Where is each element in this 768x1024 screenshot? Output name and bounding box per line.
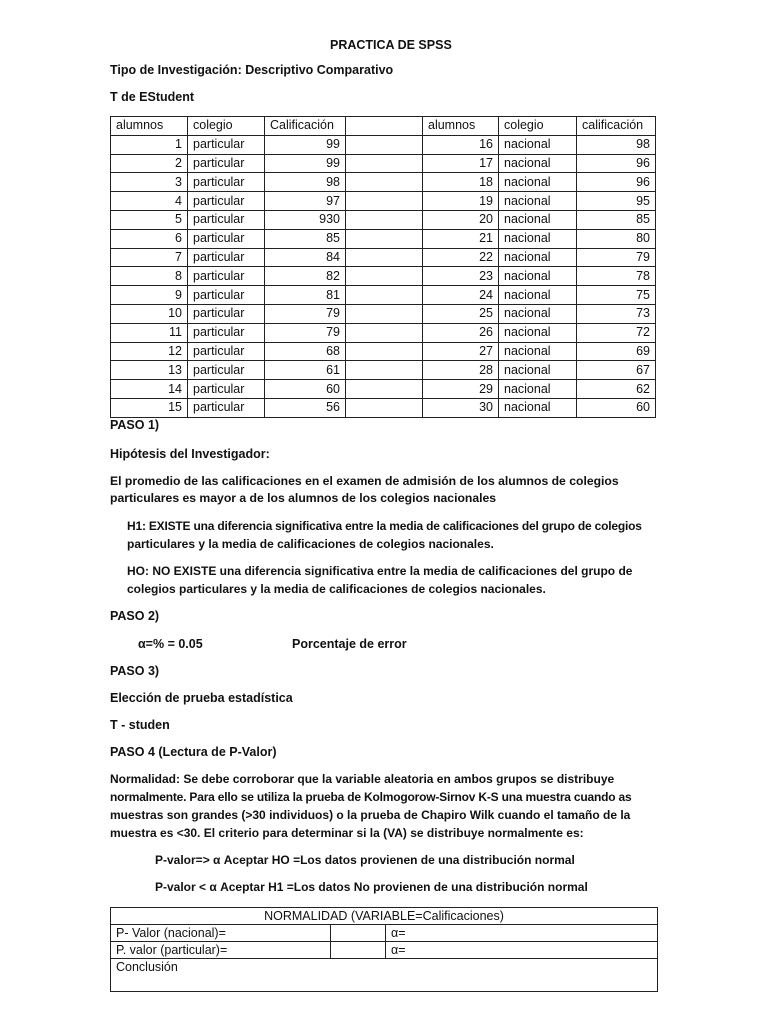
table-cell	[346, 210, 423, 229]
table-cell: 25	[423, 304, 499, 323]
table-row	[111, 342, 656, 361]
research-type: Tipo de Investigación: Descriptivo Comparativo	[110, 63, 394, 77]
table-cell: particular	[188, 192, 265, 211]
table-cell: 62	[577, 380, 656, 399]
h1-line-2: particulares y la media de calificaciones de colegios nacionales.	[127, 537, 494, 551]
table-cell: particular	[188, 398, 265, 417]
table-cell: particular	[188, 342, 265, 361]
table-cell: 6	[111, 229, 188, 248]
table-cell: particular	[188, 304, 265, 323]
table-cell: 4	[111, 192, 188, 211]
alpha-description: Porcentaje de error	[292, 637, 407, 651]
table-cell: 95	[577, 192, 656, 211]
table-cell: nacional	[499, 192, 577, 211]
criterio-2: P-valor < α Aceptar H1 =Los datos No provienen de una distribución normal	[155, 880, 588, 894]
paso1-heading: PASO 1)	[110, 418, 160, 432]
table-cell	[346, 286, 423, 305]
table-cell: 98	[265, 173, 346, 192]
statement-line-2: particulares es mayor a de los alumnos de los colegios nacionales	[110, 491, 497, 505]
alpha-nacional-cell[interactable]: α=	[386, 925, 658, 942]
table-cell	[346, 323, 423, 342]
table-row	[111, 192, 656, 211]
table-cell	[346, 380, 423, 399]
table-cell: 20	[423, 210, 499, 229]
test-choice-label: Elección de prueba estadística	[110, 691, 293, 705]
table-cell: 27	[423, 342, 499, 361]
table-cell: 11	[111, 323, 188, 342]
table-cell: particular	[188, 361, 265, 380]
normalidad-line-3: muestras son grandes (>30 individuos) o la prueba de Chapiro Wilk cuando el tamaño de la	[110, 808, 631, 822]
table-cell: 12	[111, 342, 188, 361]
table-cell: nacional	[499, 304, 577, 323]
table-cell: nacional	[499, 286, 577, 305]
table-cell: 60	[577, 398, 656, 417]
table-cell: 8	[111, 267, 188, 286]
table-cell: nacional	[499, 135, 577, 154]
table-cell: particular	[188, 267, 265, 286]
column-header: colegio	[499, 117, 577, 136]
table-row	[111, 267, 656, 286]
table-cell: 85	[265, 229, 346, 248]
statement-line-1: El promedio de las calificaciones en el examen de admisión de los alumnos de colegios	[110, 474, 619, 488]
table-row	[111, 154, 656, 173]
table-cell: particular	[188, 210, 265, 229]
p-valor-nacional-cell[interactable]	[331, 925, 386, 942]
table-cell: nacional	[499, 173, 577, 192]
table-row	[111, 398, 656, 417]
table-cell: nacional	[499, 267, 577, 286]
table-cell: nacional	[499, 361, 577, 380]
table-cell: 9	[111, 286, 188, 305]
column-header: alumnos	[423, 117, 499, 136]
table-cell: 24	[423, 286, 499, 305]
test-choice: T - studen	[110, 718, 170, 732]
normality-header: NORMALIDAD (VARIABLE=Calificaciones)	[111, 908, 658, 925]
table-cell: nacional	[499, 210, 577, 229]
table-cell	[346, 342, 423, 361]
table-cell: 19	[423, 192, 499, 211]
table-cell: nacional	[499, 380, 577, 399]
column-header	[346, 117, 423, 136]
table-cell: 75	[577, 286, 656, 305]
table-cell: 67	[577, 361, 656, 380]
table-cell	[346, 267, 423, 286]
table-cell: 930	[265, 210, 346, 229]
normalidad-line-1	[110, 772, 614, 787]
table-cell: 96	[577, 173, 656, 192]
table-cell: 99	[265, 154, 346, 173]
table-cell: 2	[111, 154, 188, 173]
table-row	[111, 286, 656, 305]
table-cell: particular	[188, 229, 265, 248]
table-row	[111, 361, 656, 380]
table-cell: 7	[111, 248, 188, 267]
table-row	[111, 323, 656, 342]
table-cell: 98	[577, 135, 656, 154]
table-cell: 69	[577, 342, 656, 361]
page-title: PRACTICA DE SPSS	[330, 38, 452, 52]
table-cell: 60	[265, 380, 346, 399]
table-cell: nacional	[499, 398, 577, 417]
alpha-particular-cell[interactable]: α=	[386, 942, 658, 959]
table-cell	[346, 192, 423, 211]
table-row	[111, 210, 656, 229]
table-cell: 18	[423, 173, 499, 192]
normalidad-text: Se debe corroborar que la variable aleatoria en ambos grupos se distribuye	[180, 772, 615, 786]
table-cell: 29	[423, 380, 499, 399]
table-cell: nacional	[499, 229, 577, 248]
normality-table	[110, 907, 658, 992]
table-cell: 81	[265, 286, 346, 305]
p-valor-particular-cell[interactable]	[331, 942, 386, 959]
table-cell: 15	[111, 398, 188, 417]
table-cell: 73	[577, 304, 656, 323]
table-cell: 5	[111, 210, 188, 229]
table-header-row	[111, 117, 656, 136]
conclusion-cell[interactable]: Conclusión	[111, 959, 658, 992]
table-cell: 26	[423, 323, 499, 342]
table-cell: 1	[111, 135, 188, 154]
table-cell	[346, 154, 423, 173]
paso4-heading: PASO 4 (Lectura de P-Valor)	[110, 745, 277, 759]
table-cell: nacional	[499, 248, 577, 267]
table-cell: 72	[577, 323, 656, 342]
table-cell	[346, 173, 423, 192]
table-cell: 56	[265, 398, 346, 417]
h1-line-1: H1: EXISTE una diferencia significativa entre la media de calificaciones del grupo de colegios	[127, 519, 642, 533]
table-cell	[346, 135, 423, 154]
table-cell: particular	[188, 380, 265, 399]
column-header: colegio	[188, 117, 265, 136]
p-valor-particular-label: P. valor (particular)=	[111, 942, 331, 959]
table-cell: 61	[265, 361, 346, 380]
table-row	[111, 380, 656, 399]
table-cell: particular	[188, 323, 265, 342]
table-row	[111, 135, 656, 154]
p-valor-nacional-label: P- Valor (nacional)=	[111, 925, 331, 942]
table-cell: 23	[423, 267, 499, 286]
table-row	[111, 229, 656, 248]
hipotesis-label: Hipótesis del Investigador:	[110, 447, 270, 461]
table-row	[111, 248, 656, 267]
test-name: T de EStudent	[110, 90, 195, 104]
normalidad-label: Normalidad:	[110, 772, 181, 786]
table-cell: 79	[265, 304, 346, 323]
table-cell: 82	[265, 267, 346, 286]
table-cell: 22	[423, 248, 499, 267]
table-row	[111, 173, 656, 192]
table-cell: nacional	[499, 342, 577, 361]
normalidad-line-2: normalmente. Para ello se utiliza la prueba de Kolmogorow-Sirnov K-S una muestra cuando as	[110, 790, 632, 804]
table-cell: 79	[577, 248, 656, 267]
table-cell: 13	[111, 361, 188, 380]
table-cell: nacional	[499, 154, 577, 173]
table-cell: particular	[188, 248, 265, 267]
table-cell: 78	[577, 267, 656, 286]
table-cell: particular	[188, 173, 265, 192]
alpha-value: α=% = 0.05	[138, 637, 203, 651]
table-row	[111, 304, 656, 323]
table-cell: 96	[577, 154, 656, 173]
table-cell	[346, 398, 423, 417]
table-cell: 79	[265, 323, 346, 342]
table-cell: 14	[111, 380, 188, 399]
table-cell	[346, 304, 423, 323]
normalidad-line-4: muestra es <30. El criterio para determinar si la (VA) se distribuye normalmente es:	[110, 826, 584, 840]
table-cell: particular	[188, 154, 265, 173]
table-cell: 85	[577, 210, 656, 229]
table-cell: nacional	[499, 323, 577, 342]
table-cell: 30	[423, 398, 499, 417]
table-cell: 80	[577, 229, 656, 248]
table-cell: 3	[111, 173, 188, 192]
table-cell: particular	[188, 286, 265, 305]
table-cell: 28	[423, 361, 499, 380]
column-header: alumnos	[111, 117, 188, 136]
table-cell	[346, 248, 423, 267]
paso3-heading: PASO 3)	[110, 664, 160, 678]
table-cell: 16	[423, 135, 499, 154]
h0-line-2: colegios particulares y la media de calificaciones de colegios nacionales.	[127, 582, 546, 596]
table-cell: 10	[111, 304, 188, 323]
table-cell: 99	[265, 135, 346, 154]
table-cell	[346, 361, 423, 380]
table-cell: 84	[265, 248, 346, 267]
table-cell: 68	[265, 342, 346, 361]
table-cell: 17	[423, 154, 499, 173]
paso2-heading: PASO 2)	[110, 609, 160, 623]
grades-table	[110, 116, 656, 418]
column-header: Calificación	[265, 117, 346, 136]
table-cell	[346, 229, 423, 248]
table-cell: 21	[423, 229, 499, 248]
table-body	[111, 135, 656, 417]
table-cell: 97	[265, 192, 346, 211]
h0-line-1: HO: NO EXISTE una diferencia significativa entre la media de calificaciones del grupo de	[127, 564, 633, 578]
table-cell: particular	[188, 135, 265, 154]
column-header: calificación	[577, 117, 656, 136]
criterio-1: P-valor=> α Aceptar HO =Los datos provienen de una distribución normal	[155, 853, 575, 867]
